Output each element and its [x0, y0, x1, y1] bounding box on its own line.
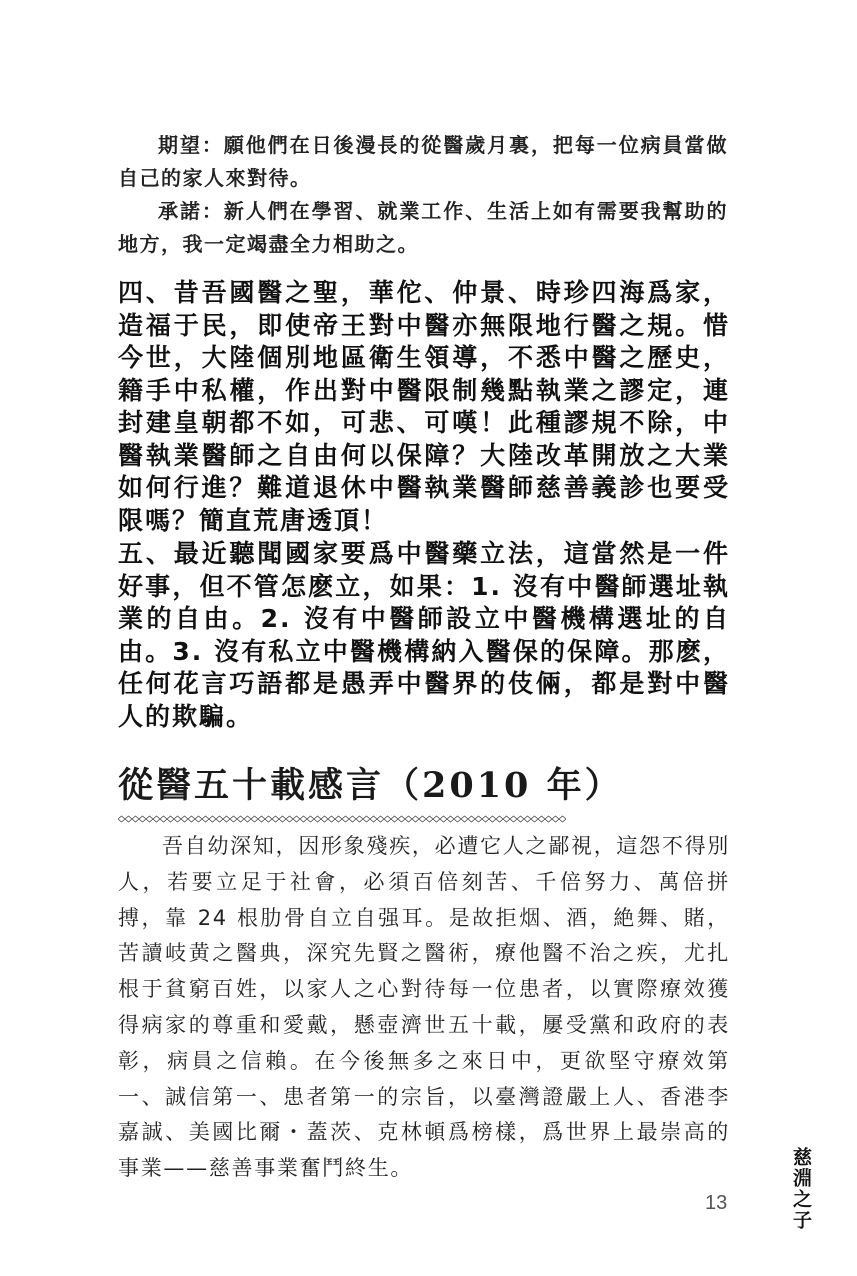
section-body: 吾自幼深知，因形象殘疾，必遭它人之鄙視，這怨不得別人，若要立足于社會，必須百倍刻苦、千倍努力、萬倍拼搏，靠 24 根肋骨自立自强耳。是故拒烟、酒，絶舞、賭，苦讀岐黄之醫典，深究先賢之醫術，療他醫不治之疾，尤扎根于貧窮百姓，以家人之心對待每一位患者，以實際療效獲得病家的尊重和愛戴，懸壺濟世五十載，屢受黨和政府的表彰，病員之信賴。在今後無多之來日中，更欲堅守療效第一、誠信第一、患者第一的宗旨，以臺灣證嚴上人、香港李嘉誠、美國比爾・蓋茨、克林頓爲榜樣，爲世界上最崇高的事業——慈善事業奮鬥終生。 — [118, 834, 730, 1181]
point-five-paragraph: 五、最近聽聞國家要爲中醫藥立法，這當然是一件好事，但不管怎麽立，如果：1. 沒有中醫師選址執業的自由。2. 沒有中醫師設立中醫機構選址的自由。3. 沒有私立中醫機構納入醫保的保障。那麽，任何花言巧語都是愚弄中醫界的伎倆，都是對中醫人的欺騙。 — [118, 539, 730, 731]
section-title: 從醫五十載感言（2010 年） — [118, 765, 623, 806]
point-four-paragraph: 四、昔吾國醫之聖，華佗、仲景、時珍四海爲家，造福于民，即使帝王對中醫亦無限地行醫之規。惜今世，大陸個別地區衛生領導，不悉中醫之歷史，籍手中私權，作出對中醫限制幾點執業之謬定，連封建皇朝都不如，可悲、可嘆！此種謬規不除，中醫執業醫師之自由何以保障？大陸改革開放之大業如何行進？難道退休中醫執業醫師慈善義診也要受限嗎？簡直荒唐透頂！ — [118, 278, 730, 535]
promise-paragraph: 承諾：新人們在學習、就業工作、生活上如有需要我幫助的地方，我一定竭盡全力相助之。 — [118, 199, 728, 256]
expectation-paragraph: 期望：願他們在日後漫長的從醫歲月裏，把每一位病員當做自己的家人來對待。 — [118, 133, 728, 190]
book-title-side-label: 慈淵之子 — [790, 1147, 812, 1231]
decorative-diamond-rule — [118, 815, 566, 823]
page-number: 13 — [705, 1192, 728, 1214]
